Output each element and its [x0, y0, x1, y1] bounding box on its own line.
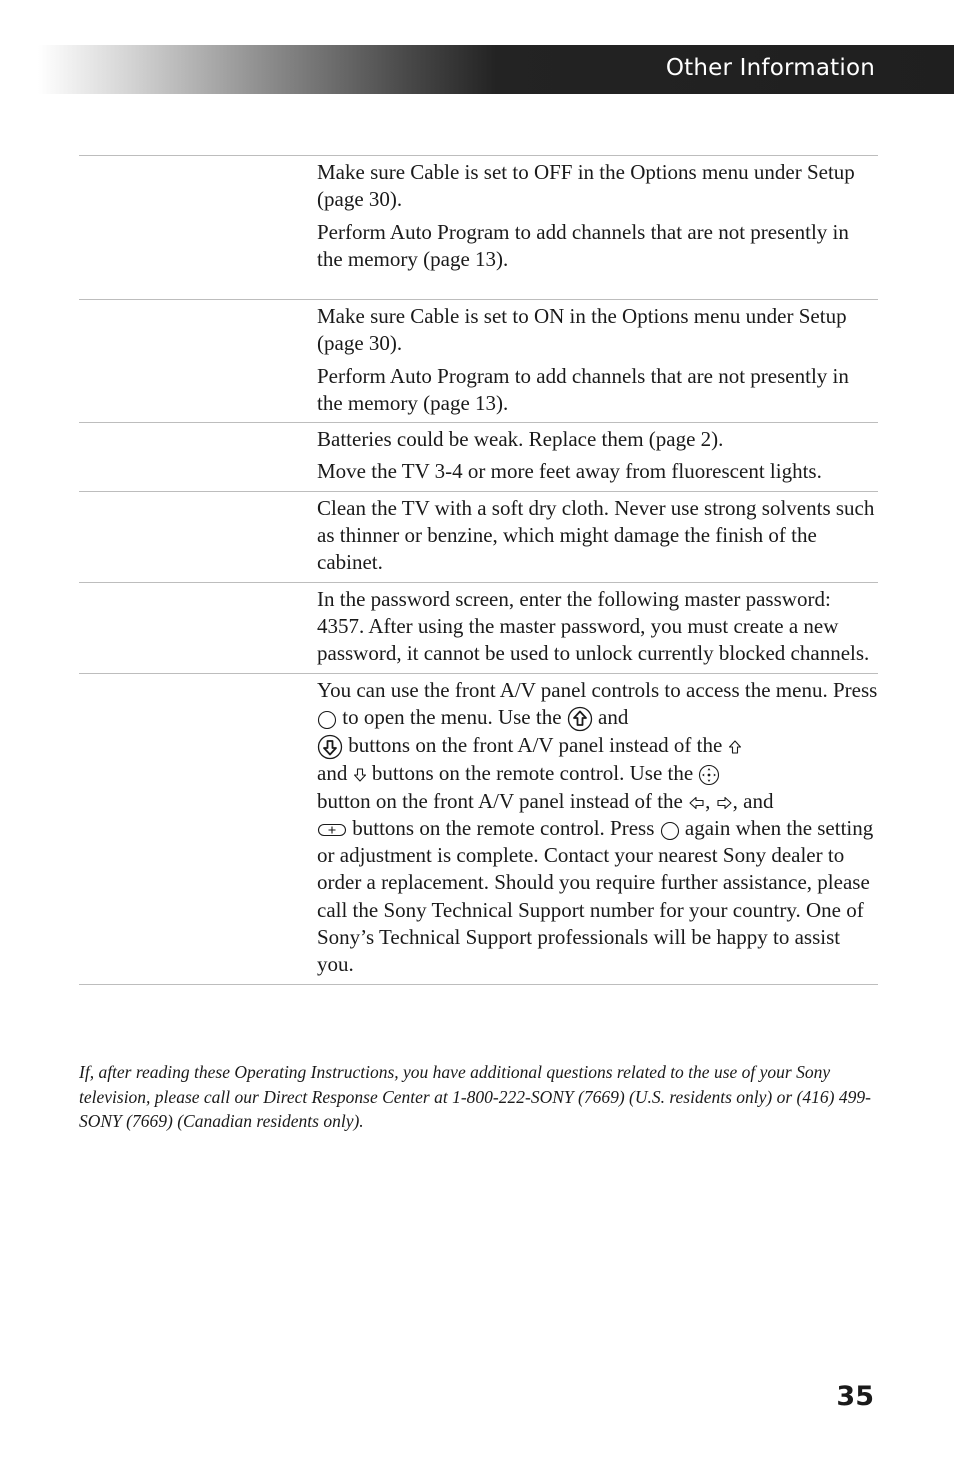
outline-up-arrow-icon [728, 739, 742, 755]
joystick-button-icon [698, 764, 720, 786]
table-row [79, 299, 878, 422]
text-run: button on the front A/V panel instead of the [317, 788, 683, 813]
text-run: and [598, 704, 629, 729]
row-text: Batteries could be weak. Replace them (page 2). [317, 427, 724, 452]
table-row [79, 491, 878, 582]
text-run: to open the menu. Use the [342, 704, 562, 729]
outline-right-arrow-icon [716, 796, 733, 810]
troubleshooting-table [79, 155, 878, 985]
oval-plus-button-icon [317, 822, 347, 838]
text-run: You can use the front A/V panel controls to access the menu. [317, 677, 828, 702]
circled-up-arrow-icon [567, 706, 593, 732]
text-run: buttons on the remote control. Use the [371, 761, 694, 786]
text-run: , and [732, 788, 774, 813]
text-run: and [317, 761, 348, 786]
text-run: , [705, 788, 711, 813]
text-run: buttons on the remote control. [352, 815, 605, 840]
text-run: again when the setting or adjustment is complete. Contact your nearest Sony dealer to order a replacement. Should you require further assistance, please call the Sony Technical Support number for your country. One of Sony’s Technical Support professionals will be happy to assist you. [317, 815, 874, 977]
outline-left-arrow-icon [688, 796, 705, 810]
row-text: Clean the TV with a soft dry cloth. Never use strong solvents such as thinner or benzine, which might damage the finish of the cabinet. [317, 495, 875, 575]
row-text: Make sure Cable is set to OFF in the Options menu under Setup (page 30). [317, 160, 855, 212]
text-run: buttons on the front A/V panel instead of the [348, 733, 723, 758]
text-run: Press [832, 677, 878, 702]
row-text: Perform Auto Program to add channels that are not presently in the memory (page 13). [317, 363, 849, 415]
circled-down-arrow-icon [317, 734, 343, 760]
table-row [79, 422, 878, 491]
table-row [79, 582, 878, 673]
table-row [79, 155, 878, 299]
footnote: If, after reading these Operating Instructions, you have additional questions related to the use of your Sony television, please call our Direct Response Center at 1-800-222-SONY (7669) (U.S. residents only) or (416) 499-SONY (7669) (Canadian residents only). [79, 1062, 871, 1131]
text-run: Press [610, 815, 655, 840]
section-title: Other Information [665, 55, 875, 81]
page-number: 35 [836, 1381, 874, 1412]
circle-button-icon [317, 709, 337, 729]
table-row [79, 673, 878, 985]
row-text: In the password screen, enter the following master password: 4357. After using the master password, you must create a new password, it cannot be used to unlock currently blocked channels. [317, 586, 870, 666]
row-text [317, 677, 878, 979]
row-text: Perform Auto Program to add channels that are not presently in the memory (page 13). [317, 219, 849, 271]
circle-button-icon [660, 820, 680, 840]
row-text: Make sure Cable is set to ON in the Options menu under Setup (page 30). [317, 304, 847, 356]
row-text: Move the TV 3-4 or more feet away from fluorescent lights. [317, 459, 822, 484]
outline-down-arrow-icon [353, 767, 367, 783]
